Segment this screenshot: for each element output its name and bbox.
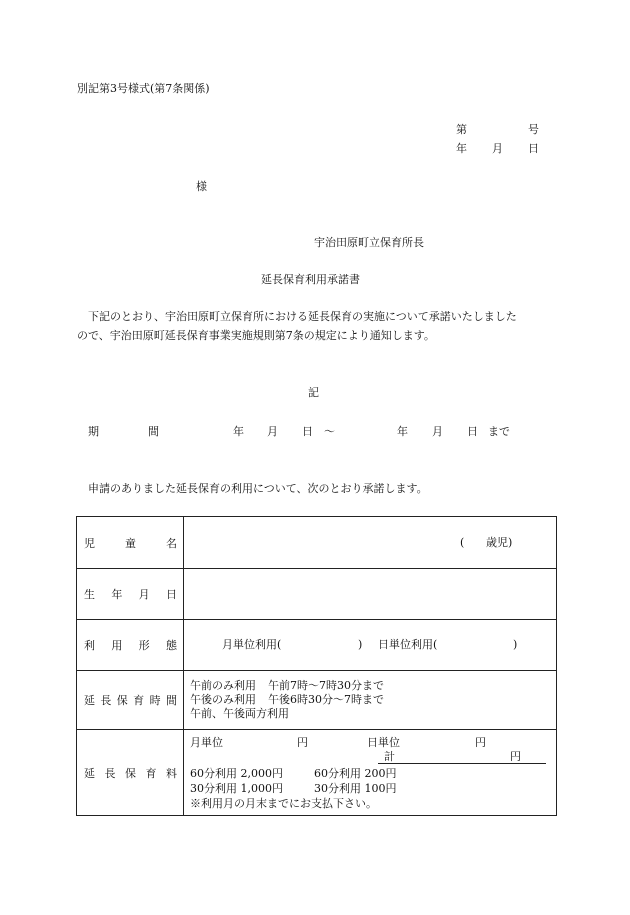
fee-rate-30-daily: 30分利用 100円 [314, 782, 397, 795]
pm-only-label: 午後のみ利用 [190, 693, 256, 706]
child-name-label [77, 517, 184, 569]
label-char: 形 [138, 639, 150, 652]
hours-line-pm [190, 693, 556, 707]
fee-total-label: 計 [384, 750, 395, 763]
body-line-1: 下記のとおり、宇治田原町立保育所における延長保育の実施について承諾いたしました [88, 310, 517, 323]
period-start-day: 日 [302, 425, 313, 438]
label-char: 育 [133, 694, 145, 707]
issuer: 宇治田原町立保育所長 [314, 236, 424, 249]
label-char: 用 [111, 639, 123, 652]
monthly-usage-label: 月単位利用( [222, 638, 282, 651]
period-label-1: 期 [88, 425, 99, 438]
table-row [77, 569, 557, 620]
fee-rate-30-monthly: 30分利用 1,000円 [190, 782, 283, 795]
birthdate-label [77, 569, 184, 620]
fee-monthly-label: 月単位 [190, 736, 223, 749]
hours-value [184, 671, 557, 730]
label-char: 時 [149, 694, 161, 707]
period-start-year: 年 [233, 425, 244, 438]
label-char: 長 [104, 766, 116, 780]
label-char: 年 [111, 588, 123, 601]
monthly-usage-close: ) [358, 638, 363, 651]
label-char: 生 [84, 588, 95, 601]
document-title: 延長保育利用承諾書 [261, 273, 360, 286]
label-char: 長 [100, 694, 112, 707]
daily-usage-close: ) [513, 638, 518, 651]
usage-type-label [77, 620, 184, 671]
birthdate-value [184, 569, 557, 620]
label-char: 間 [165, 694, 177, 707]
am-time: 午前7時〜7時30分まで [268, 679, 384, 692]
addressee-suffix: 様 [196, 180, 207, 193]
label-char: 保 [125, 766, 136, 780]
hours-label [77, 671, 184, 730]
fee-daily-label: 日単位 [367, 736, 400, 749]
table-row [77, 517, 557, 569]
label-char: 日 [165, 588, 177, 601]
label-char: 利 [84, 639, 95, 652]
label-char: 童 [125, 536, 136, 550]
label-char: 児 [84, 536, 95, 550]
fee-label [77, 730, 184, 816]
both-label: 午前、午後両方利用 [190, 707, 289, 720]
usage-type-value [184, 620, 557, 671]
period-end-month: 月 [432, 425, 443, 438]
period-end-year: 年 [397, 425, 408, 438]
table-row [77, 620, 557, 671]
pm-time: 午後6時30分〜7時まで [268, 693, 384, 706]
label-char: 延 [84, 694, 95, 707]
period-tilde: 〜 [324, 425, 335, 438]
label-char: 育 [145, 766, 157, 780]
daily-usage-label: 日単位利用( [378, 638, 438, 651]
age-unit: 歳児) [486, 536, 513, 549]
period-label-2: 間 [148, 425, 159, 438]
hours-line-both [190, 707, 556, 721]
hours-line-am [190, 679, 556, 693]
approval-table [76, 516, 557, 816]
fee-rate-60-monthly: 60分利用 2,000円 [190, 767, 283, 780]
label-char: 延 [84, 766, 95, 780]
fee-yen-3: 円 [510, 750, 521, 763]
fee-note: ※利用月の月末までにお支払下さい。 [190, 797, 377, 810]
period-end-day: 日 [467, 425, 478, 438]
date-year: 年 [456, 142, 467, 155]
ki-heading: 記 [308, 386, 319, 399]
age-open: ( [460, 536, 465, 549]
total-underline [378, 763, 546, 764]
fee-yen-1: 円 [297, 736, 308, 749]
doc-number-prefix: 第 [456, 123, 467, 136]
label-char: 月 [138, 588, 150, 601]
label-char: 態 [165, 639, 177, 652]
fee-yen-2: 円 [475, 736, 486, 749]
am-only-label: 午前のみ利用 [190, 679, 256, 692]
label-char: 保 [116, 694, 128, 707]
doc-number-suffix: 号 [528, 123, 539, 136]
fee-rate-60-daily: 60分利用 200円 [314, 767, 397, 780]
child-name-value [184, 517, 557, 569]
date-day: 日 [528, 142, 539, 155]
intro-text: 申請のありました延長保育の利用について、次のとおり承諾します。 [88, 482, 428, 495]
period-made: まで [488, 425, 510, 438]
label-char: 名 [166, 536, 177, 550]
fee-value [184, 730, 557, 816]
label-char: 料 [166, 766, 177, 780]
body-line-2: ので、宇治田原町延長保育事業実施規則第7条の規定により通知します。 [77, 329, 435, 342]
date-month: 月 [492, 142, 503, 155]
table-row [77, 730, 557, 816]
table-row [77, 671, 557, 730]
form-label: 別記第3号様式(第7条関係) [77, 82, 210, 95]
period-start-month: 月 [267, 425, 278, 438]
